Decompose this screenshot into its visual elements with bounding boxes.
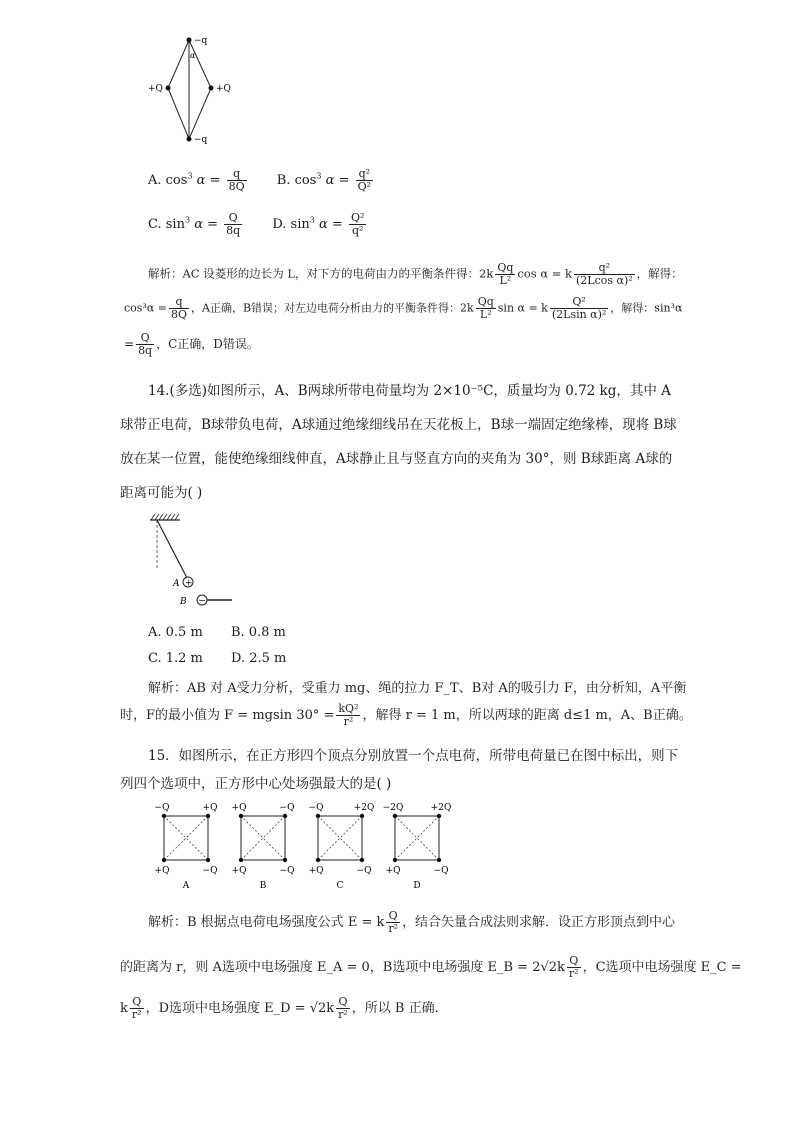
charge-label-bl: +Q (308, 866, 324, 876)
charge-label-br: −Q (433, 866, 449, 876)
charge-dot (360, 814, 364, 818)
charge-label-tr: +Q (202, 803, 218, 813)
q15-stem: 15．如图所示，在正方形四个顶点分别放置一个点电荷，所带电荷量已在图中标出，则下列四个选项中，正方形中心处场强最大的是( ) (120, 748, 679, 792)
square-a (155, 803, 218, 891)
square-label: C (336, 881, 344, 891)
charge-label-bl: +Q (154, 866, 170, 876)
q14-solution-line-2: 时，F的最小值为 F = mgsin 30° = $\frac{\text{kQ²}}{\text{r²}}$ ，解得 r = 1 m，所以两球的距离 d≤1 m，A、B正确。 (120, 702, 692, 728)
square-label: A (182, 881, 190, 891)
charge-dot (206, 814, 210, 818)
charge-label-tl: +Q (231, 803, 247, 813)
charge-label-tl: −2Q (382, 803, 404, 813)
charge-label-tr: +2Q (430, 803, 452, 813)
square-label: D (413, 881, 421, 891)
charge-dot (360, 858, 364, 862)
charge-dot (316, 814, 320, 818)
q13-option-c: C. $\sin^3 \alpha$ = $\frac{Q}{8q}$ (148, 211, 241, 238)
square-b (232, 803, 295, 891)
charge-dot (206, 858, 210, 862)
ball-a-sign: + (185, 578, 193, 589)
charge-dot (316, 858, 320, 862)
q14-options-row-1 (148, 624, 310, 642)
square-d (383, 803, 452, 891)
charge-label-tl: −Q (308, 803, 324, 813)
charge-label-br: −Q (202, 866, 218, 876)
pendulum-figure (140, 510, 250, 610)
q13-options-row-2 (148, 212, 392, 237)
square-c (309, 803, 375, 891)
q13-solution-line-3: = $\frac{Q}{8q}$ ，C正确，D错误。 (124, 331, 259, 357)
label-top: −q (194, 36, 208, 46)
ball-b-label: B (180, 597, 187, 607)
rhombus-figure (140, 28, 250, 148)
charge-dot (283, 814, 287, 818)
q14-solution-line-1: 解析：AB 对 A受力分析，受重力 mg、绳的拉力 F_T、B对 A的吸引力 F，由分析知，A平衡 (148, 681, 687, 696)
q15-solution-line-3: k $\frac{Q}{\text{r²}}$ ，D选项中电场强度 E_D = √2k $\frac{Q}{\text{r²}}$ ，所以 B 正确． (120, 995, 448, 1021)
charge-dot (162, 858, 166, 862)
q13-option-a: A. $\cos^3 \alpha$ = $\frac{q}{8Q}$ (148, 167, 245, 194)
q14-options-row-2 (148, 650, 310, 668)
charge-top (187, 38, 192, 43)
charge-label-tr: −Q (279, 803, 295, 813)
charge-right (209, 86, 214, 91)
q13-option-b: B. $\cos^3 \alpha$ = $\frac{\text{q²}}{\text{Q²}}$ (276, 167, 372, 194)
charge-dot (437, 814, 441, 818)
charge-dot (283, 858, 287, 862)
charge-dot (393, 858, 397, 862)
charge-dot (239, 858, 243, 862)
charge-dot (162, 814, 166, 818)
q13-solution-line-1: 解析：AC 设菱形的边长为 L，对下方的电荷由力的平衡条件得：2k $\frac{Qq}{\text{L²}}$ cos α = k $\frac{\text{q²}}{\text{(2Lcos α)²}}$ ，解得： (148, 261, 683, 287)
squares-figure (150, 798, 460, 893)
charge-label-bl: +Q (385, 866, 401, 876)
q14-stem: 14.(多选)如图所示，A、B两球所带电荷量均为 2×10⁻⁵C，质量均为 0.72 kg，其中 A球带正电荷，B球带负电荷，A球通过绝缘细线吊在天花板上，B球一端固定绝缘棒，现将 B球放在某一位置，能使绝缘细线伸直，A球静止且与竖直方向的夹角为 30°，则 B球距离 A球的距离可能为( ) (120, 383, 677, 501)
q15-solution-line-1: 解析：B 根据点电荷电场强度公式 E = k $\frac{Q}{\text{r²}}$ ，结合矢量合成法则求解．设正方形顶点到中心 (148, 909, 676, 935)
label-right: +Q (216, 84, 231, 94)
q15-solution-line-2: 的距离为 r，则 A选项中电场强度 E_A = 0，B选项中电场强度 E_B = 2√2k $\frac{Q}{\text{r²}}$ ，C选项中电场强度 E_C = (120, 954, 742, 980)
charge-dot (239, 814, 243, 818)
q13-solution-line-2: cos³α = $\frac{q}{8Q}$ ，A正确，B错误；对左边电荷分析由力的平衡条件得：2k $\frac{Qq}{\text{L²}}$ sin α = k $\frac{\text{Q²}}{\text{(2Lsin α)²}}$ ，解得：sin³α (124, 295, 683, 321)
charge-left (166, 86, 171, 91)
charge-bottom (187, 137, 192, 142)
charge-label-bl: +Q (231, 866, 247, 876)
q13-option-d: D. $\sin^3 \alpha$ = $\frac{\text{Q²}}{\text{q²}}$ (272, 211, 365, 238)
charge-dot (393, 814, 397, 818)
label-bottom: −q (194, 135, 208, 145)
q14-option-d: D. 2.5 m (231, 651, 287, 666)
square-label: B (259, 881, 267, 891)
label-angle: α (190, 51, 196, 60)
q14-option-b: B. 0.8 m (230, 625, 286, 640)
charge-label-br: −Q (356, 866, 372, 876)
label-left: +Q (148, 84, 163, 94)
charge-dot (437, 858, 441, 862)
ball-b-sign: − (198, 596, 207, 607)
q14-option-c: C. 1.2 m (148, 651, 203, 666)
q14-option-a: A. 0.5 m (148, 625, 203, 640)
charge-label-br: −Q (279, 866, 295, 876)
charge-label-tl: −Q (154, 803, 170, 813)
q13-options-row-1 (148, 168, 399, 193)
charge-label-tr: +2Q (353, 803, 375, 813)
ball-a-label: A (173, 579, 180, 589)
